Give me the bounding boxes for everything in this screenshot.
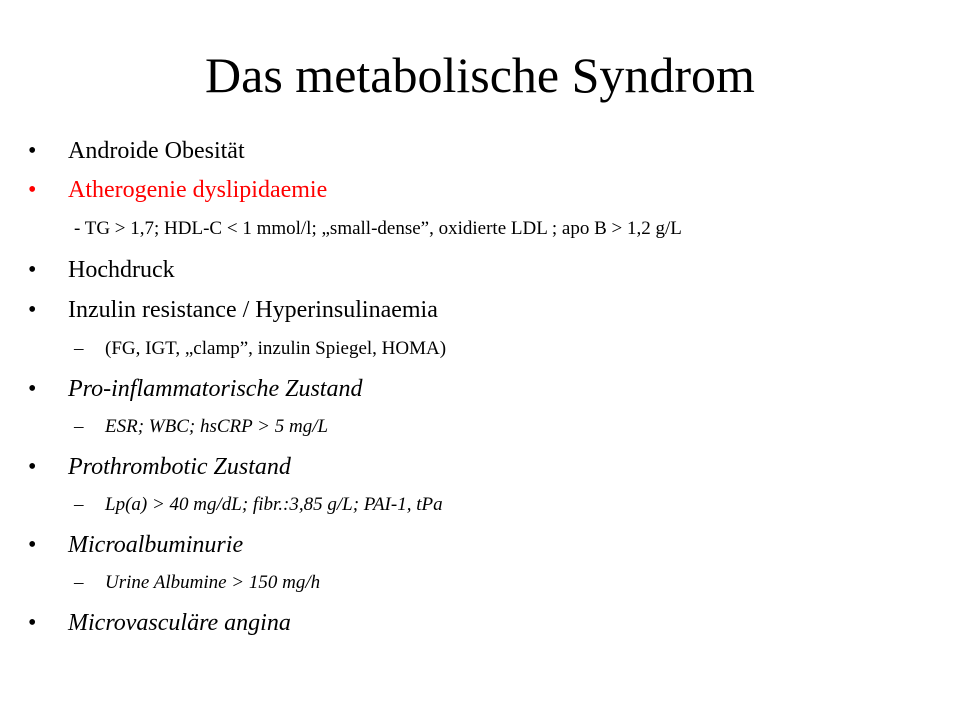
subitem-text: Lp(a) > 40 mg/dL; fibr.:3,85 g/L; PAI-1, tPa bbox=[105, 494, 443, 515]
subitem-text: Urine Albumine > 150 mg/h bbox=[105, 572, 321, 593]
dash-marker: – bbox=[74, 338, 84, 359]
bullet-marker: • bbox=[28, 177, 37, 203]
bullet-marker: • bbox=[28, 454, 37, 480]
bullet-marker: • bbox=[28, 610, 37, 636]
bullet-text: Hochdruck bbox=[68, 257, 175, 283]
dash-marker: – bbox=[74, 416, 84, 437]
bullet-marker: • bbox=[28, 376, 37, 402]
subitem-text: (FG, IGT, „clamp”, inzulin Spiegel, HOMA) bbox=[105, 338, 447, 359]
bullet-text: Prothrombotic Zustand bbox=[68, 454, 291, 480]
slide-title: Das metabolische Syndrom bbox=[205, 47, 755, 103]
bullet-text: Atherogenie dyslipidaemie bbox=[68, 177, 328, 203]
subitem-text: - TG > 1,7; HDL-C < 1 mmol/l; „small-dense”, oxidierte LDL ; apo B > 1,2 g/L bbox=[74, 218, 682, 239]
dash-marker: – bbox=[74, 494, 84, 515]
dash-marker: – bbox=[74, 572, 84, 593]
bullet-marker: • bbox=[28, 138, 37, 164]
bullet-marker: • bbox=[28, 257, 37, 283]
bullet-marker: • bbox=[28, 297, 37, 323]
subitem-text: ESR; WBC; hsCRP > 5 mg/L bbox=[105, 416, 329, 437]
bullet-marker: • bbox=[28, 532, 37, 558]
bullet-text: Pro-inflammatorische Zustand bbox=[68, 376, 363, 402]
bullet-text: Androide Obesität bbox=[68, 138, 245, 164]
bullet-text: Microalbuminurie bbox=[68, 532, 244, 558]
bullet-text: Microvasculäre angina bbox=[68, 610, 291, 636]
bullet-text: Inzulin resistance / Hyperinsulinaemia bbox=[68, 297, 438, 323]
